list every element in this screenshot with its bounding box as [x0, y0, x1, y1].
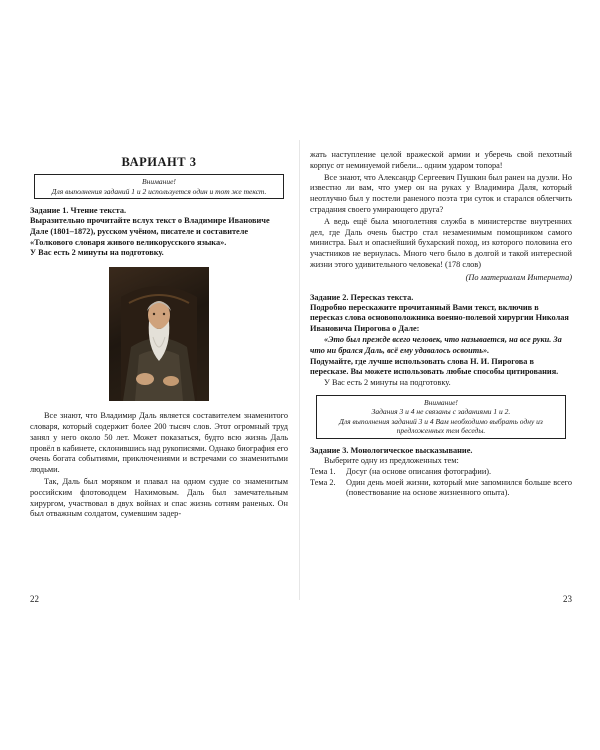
- task3-title: Задание 3. Монологическое высказывание.: [310, 445, 473, 455]
- task2-title: Задание 2. Пересказ текста.: [310, 292, 414, 302]
- topic-2: [310, 478, 572, 500]
- task1-title: Задание 1. Чтение текста.: [30, 206, 127, 215]
- notice2-heading: Внимание!: [424, 397, 458, 407]
- notice-heading: Внимание!: [142, 177, 176, 186]
- left-page: [30, 150, 288, 604]
- portrait-image-icon: [109, 267, 209, 401]
- notice2-line2: Для выполнения заданий 3 и 4 Вам необходимо выбрать одну из предложенных тем беседы.: [339, 416, 543, 436]
- topic-1: [310, 467, 572, 478]
- topic-1-label: Тема 1.: [310, 466, 336, 476]
- left-paragraph-2: Так, Даль был моряком и плавал на одном судне со знаменитым российским флотоводцем Нахимовым. Даль был замечательным хирургом, участвовал в двух войнах и спас жизнь сотням раненых. Он был отважным солдатом, сумевшим задер-: [30, 476, 288, 519]
- pirogov-quote: «Это был прежде всего человек, что называется, на все руки. За что ни брался Даль, всё ему удавалось освоить».: [310, 334, 562, 355]
- topic-1-text: Досуг (на основе описания фотографии).: [346, 466, 492, 476]
- source-note: (По материалам Интернета): [465, 272, 572, 282]
- task2-prep: У Вас есть 2 минуты на подготовку.: [324, 378, 451, 388]
- notice2-line1: Задания 3 и 4 не связаны с заданиями 1 и 2.: [371, 407, 511, 417]
- page-number-right: 23: [563, 594, 572, 604]
- right-paragraph-3: А ведь ещё была многолетняя служба в министерстве внутренних дел, где Даль очень быстро стал незаменимым помощником самого министра. Был и опаснейший бухарский поход, из которого половина его участников не вернулась. Много чего было в долгой и такой интересной жизни этого удивительного человека! (178 слов): [310, 216, 572, 269]
- page-number-left: 22: [30, 594, 39, 604]
- task2-instruction-2: Подумайте, где лучше использовать слова Н. И. Пирогова в пересказе. Вы можете использовать любые способы цитирования.: [310, 356, 559, 377]
- task1-instruction: Выразительно прочитайте вслух текст о Владимире Ивановиче Дале (1801–1872), русском учёном, писателе и составителе «Толкового словаря живого великорусского языка».: [30, 216, 270, 247]
- task3-intro: Выберите одну из предложенных тем:: [324, 455, 459, 465]
- right-paragraph-2: Все знают, что Александр Сергеевич Пушкин был ранен на дуэли. Но известно ли вам, что умер он на руках у Владимира Даля, который неотлучно был у постели раненого поэта три суток и старался облегчить страдания своего умирающего друга?: [310, 172, 572, 214]
- left-paragraph-1: Все знают, что Владимир Даль является составителем знаменитого словаря, который содержит более 200 тысяч слов. Этот огромный труд занял у него около 50 лет. Может показаться, будто всю жизнь Даль провёл в кабинете, склонившись над рукописями. Однако биография его очень богата событиями, приключениями и встречами со знаменитыми людьми.: [30, 411, 288, 475]
- book-gutter: [299, 140, 300, 600]
- task1-prep: У Вас есть 2 минуты на подготовку.: [30, 248, 164, 258]
- right-page: [310, 150, 572, 604]
- notice-text: Для выполнения заданий 1 и 2 используется один и тот же текст.: [51, 186, 267, 196]
- task2-instruction: Подробно перескажите прочитанный Вами текст, включив в пересказ слова основоположника военно-полевой хирургии Николая Ивановича Пирогова о Дале:: [310, 302, 569, 334]
- notice-box: [34, 174, 284, 199]
- right-paragraph-1: жать наступление целой вражеской армии и уберечь свой пехотный корпус от неминуемой гибели... одним ударом топора!: [310, 150, 572, 170]
- variant-title: ВАРИАНТ 3: [121, 155, 197, 169]
- portrait-image: [109, 267, 209, 401]
- topic-2-text: Один день моей жизни, который мне запомнился больше всего (повествование на основе жизненного опыта).: [346, 477, 572, 498]
- topic-2-label: Тема 2.: [310, 477, 336, 487]
- notice-box-2: [316, 395, 566, 439]
